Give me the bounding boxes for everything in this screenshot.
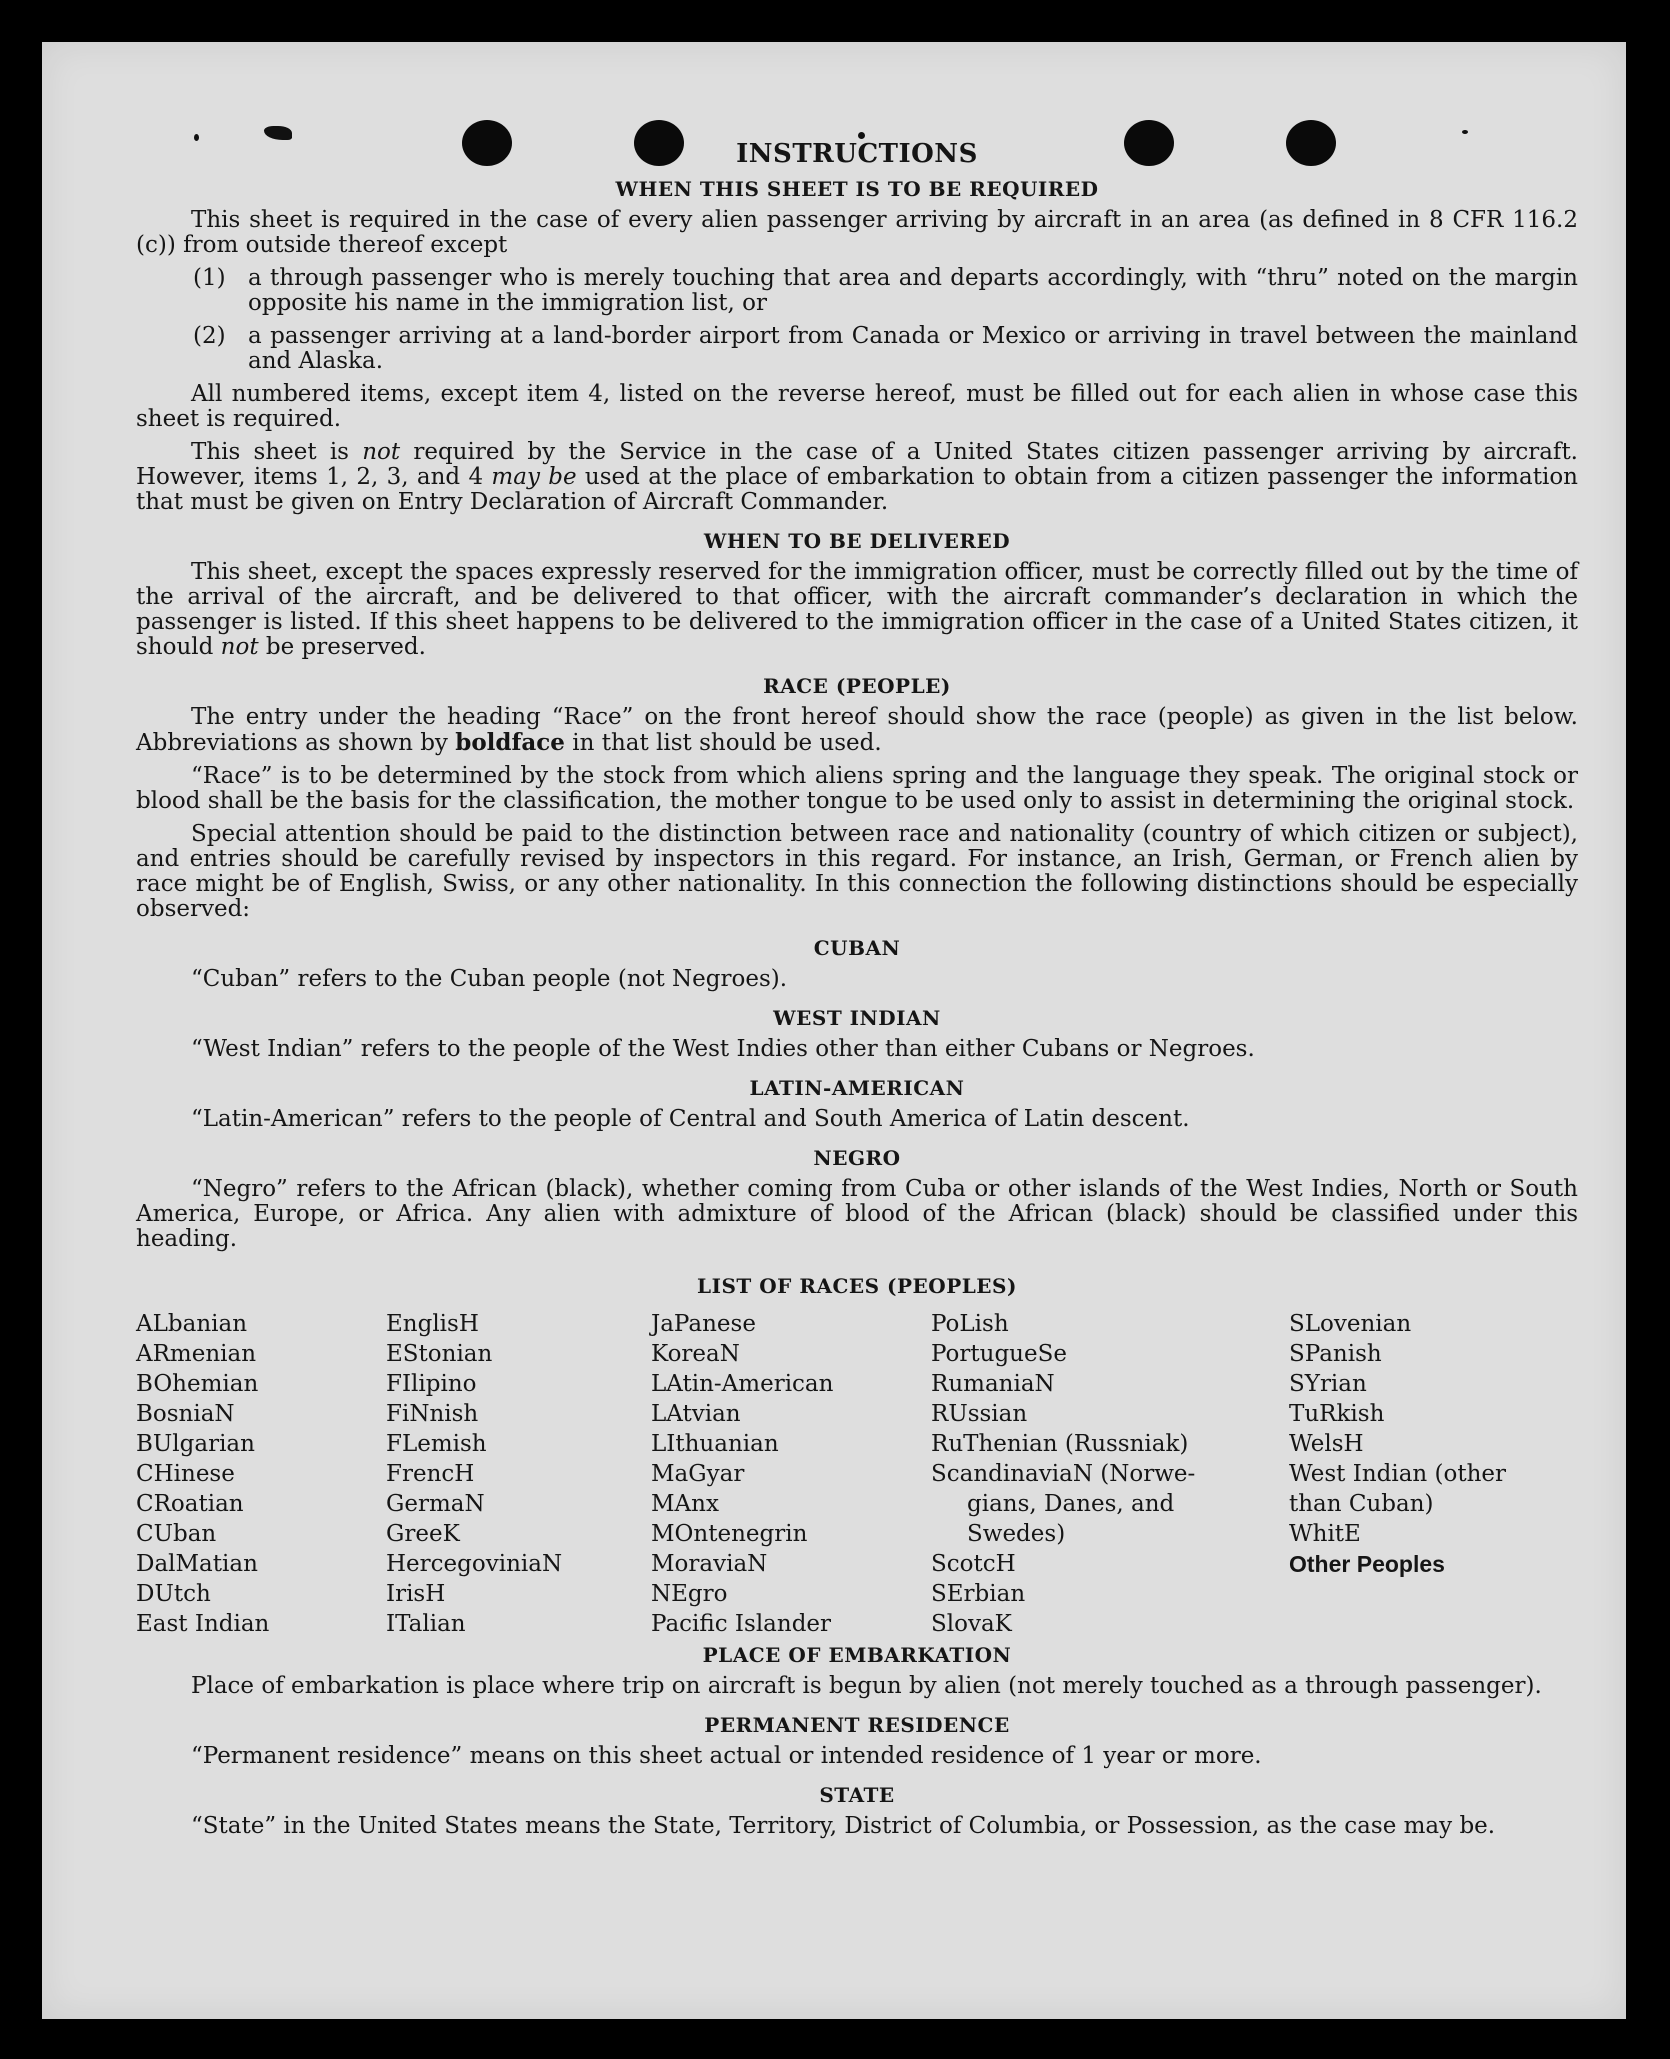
race-entry: CHinese [136,1461,235,1487]
race-entry: NEgro [651,1581,728,1607]
race-entry: SPanish [1289,1341,1382,1367]
instructions-content [136,139,1578,1839]
heading-when-delivered: WHEN TO BE DELIVERED [703,529,1011,553]
text-run: in that list should be used. [564,730,882,756]
scan-speck [1462,130,1468,134]
heading-race: RACE (PEOPLE) [763,674,951,698]
race-entry: JaPanese [651,1311,756,1337]
heading-negro: NEGRO [813,1146,901,1170]
race-entry: BosniaN [136,1401,235,1427]
heading-state: STATE [819,1783,895,1807]
exception-item-1 [193,265,1578,316]
races-column-2 [386,1309,651,1639]
race-entry: EnglisH [386,1311,479,1337]
race-entry: LAtin-American [651,1371,834,1397]
race-entry: RuThenian (Russniak) [931,1431,1189,1457]
text-run-italic: not [362,439,401,465]
race-entry: SYrian [1289,1371,1367,1397]
heading-cuban: CUBAN [813,936,901,960]
heading-embarkation: PLACE OF EMBARKATION [702,1643,1012,1667]
races-column-4 [931,1309,1289,1639]
text-run: be preserved. [258,634,426,660]
scan-speck [264,126,292,140]
race-entry: BUlgarian [136,1431,255,1457]
scan-speck [194,134,199,141]
race-entry: MaGyar [651,1461,745,1487]
race-entry: IrisH [386,1581,446,1607]
races-column-3 [651,1309,931,1639]
race-entry: SlovaK [931,1611,1012,1637]
heading-list-of-races: LIST OF RACES (PEOPLES) [697,1274,1017,1298]
text-run: required by the Service in the case of a United States citizen passenger arriving by aircraft. However, items 1, 2, 3, and 4 [136,439,1578,490]
item-text: a through passenger who is merely touching that area and departs accordingly, with “thru” noted on the margin opposite his name in the immigration list, or [248,265,1578,316]
race-entry: ScandinaviaN (Norwe- [931,1461,1196,1487]
race-entry: ITalian [386,1611,466,1637]
race-entry: LAtvian [651,1401,741,1427]
race-entry: GermaN [386,1491,485,1517]
text-run-italic: may be [491,464,577,490]
race-entry: LIthuanian [651,1431,779,1457]
race-paragraph-3: Special attention should be paid to the distinction between race and nationality (country of which citizen or subject), and entries should be carefully revised by inspectors in this regard. For instance, an Irish, German, or French alien by race might be of English, Swiss, or any other nationality. In this connection the following distinctions should be especially observed: [136,821,1578,922]
numbered-items-paragraph: All numbered items, except item 4, listed on the reverse hereof, must be filled out for each alien in whose case this sheet is required. [136,381,1578,432]
scan-speck [858,132,865,139]
race-entry: WelsH [1289,1431,1364,1457]
heading-when-required: WHEN THIS SHEET IS TO BE REQUIRED [615,177,1099,201]
exception-item-2 [193,323,1578,374]
cuban-definition: “Cuban” refers to the Cuban people (not Negroes). [191,966,788,992]
race-entry: East Indian [136,1611,270,1637]
race-entry: CUban [136,1521,217,1547]
race-entry: MoraviaN [651,1551,768,1577]
race-entry: KoreaN [651,1341,740,1367]
text-run: The entry under the heading “Race” on the front hereof should show the race (people) as given in the list below. Abbreviations as shown by [136,704,1578,756]
race-entry: FIlipino [386,1371,477,1397]
latin-american-definition: “Latin-American” refers to the people of Central and South America of Latin descent. [191,1106,1190,1132]
races-column-1 [136,1309,386,1639]
race-entry: West Indian (other [1289,1461,1507,1487]
race-entry: TuRkish [1289,1401,1385,1427]
item-number: (1) [193,265,226,291]
heading-permanent-residence: PERMANENT RESIDENCE [704,1713,1010,1737]
item-text: a passenger arriving at a land-border airport from Canada or Mexico or arriving in travel between the mainland and Alaska. [248,323,1578,374]
state-definition: “State” in the United States means the State, Territory, District of Columbia, or Possession, as the case may be. [191,1813,1496,1839]
race-entry: EStonian [386,1341,493,1367]
not-required-paragraph [136,440,1578,515]
race-entry: SLovenian [1289,1311,1412,1337]
race-entry: PoLish [931,1311,1009,1337]
text-run: used at the place of embarkation to obtain from a citizen passenger the information that must be given on Entry Declaration of Aircraft Commander. [136,464,1578,515]
residence-definition: “Permanent residence” means on this sheet actual or intended residence of 1 year or more. [191,1743,1262,1769]
heading-west-indian: WEST INDIAN [773,1006,941,1030]
heading-latin-american: LATIN-AMERICAN [749,1076,965,1100]
race-entry: SErbian [931,1581,1026,1607]
race-entry: WhitE [1289,1521,1361,1547]
race-entry: GreeK [386,1521,460,1547]
page-title: INSTRUCTIONS [736,139,978,169]
race-entry: FLemish [386,1431,487,1457]
race-entry: ARmenian [136,1341,257,1367]
text-run: This sheet, except the spaces expressly reserved for the immigration officer, must be correctly filled out by the time of the arrival of the aircraft, and be delivered to that officer, with the aircraft commander’s declaration in which the passenger is listed. If this sheet happens to be delivered to the immigration officer in the case of a United States citizen, it should [136,559,1578,660]
race-entry: RumaniaN [931,1371,1055,1397]
race-entry: CRoatian [136,1491,244,1517]
race-entry: DalMatian [136,1551,258,1577]
race-entry: Pacific Islander [651,1611,832,1637]
race-entry: BOhemian [136,1371,259,1397]
race-paragraph-2: “Race” is to be determined by the stock from which aliens spring and the language they speak. The original stock or blood shall be the basis for the classification, the mother tongue to be used only to assist in determining the original stock. [136,763,1578,814]
document-page [42,42,1626,2019]
race-entry: PortugueSe [931,1341,1067,1367]
races-table [136,1309,1578,1639]
race-entry: FiNnish [386,1401,479,1427]
race-entry: FrencH [386,1461,475,1487]
west-indian-definition: “West Indian” refers to the people of the West Indies other than either Cubans or Negroes. [191,1036,1255,1062]
race-entry: MOntenegrin [651,1521,808,1547]
text-run-bold: boldface [455,729,565,756]
race-entry: DUtch [136,1581,211,1607]
race-entry: HercegoviniaN [386,1551,563,1577]
text-run-italic: not [220,634,259,660]
race-paragraph-1 [136,705,1578,756]
race-entry: RUssian [931,1401,1028,1427]
races-column-5 [1289,1309,1578,1639]
race-entry: ALbanian [136,1311,248,1337]
race-entry-continued: gians, Danes, and [967,1491,1175,1517]
text-run: This sheet is [191,439,363,465]
negro-definition: “Negro” refers to the African (black), whether coming from Cuba or other islands of the West Indies, North or South America, Europe, or Africa. Any alien with admixture of blood of the African (black) should be classified under this heading. [136,1176,1578,1252]
race-entry: ScotcH [931,1551,1016,1577]
when-delivered-paragraph [136,560,1578,660]
race-entry: MAnx [651,1491,719,1517]
race-entry-continued: Swedes) [967,1521,1066,1547]
race-entry: Other Peoples [1289,1551,1445,1577]
item-number: (2) [193,323,226,349]
when-required-intro: This sheet is required in the case of every alien passenger arriving by aircraft in an area (as defined in 8 CFR 116.2 (c)) from outside thereof except [136,207,1578,258]
race-entry-continued: than Cuban) [1289,1491,1434,1517]
embarkation-definition: Place of embarkation is place where trip on aircraft is begun by alien (not merely touched as a through passenger). [191,1673,1542,1699]
